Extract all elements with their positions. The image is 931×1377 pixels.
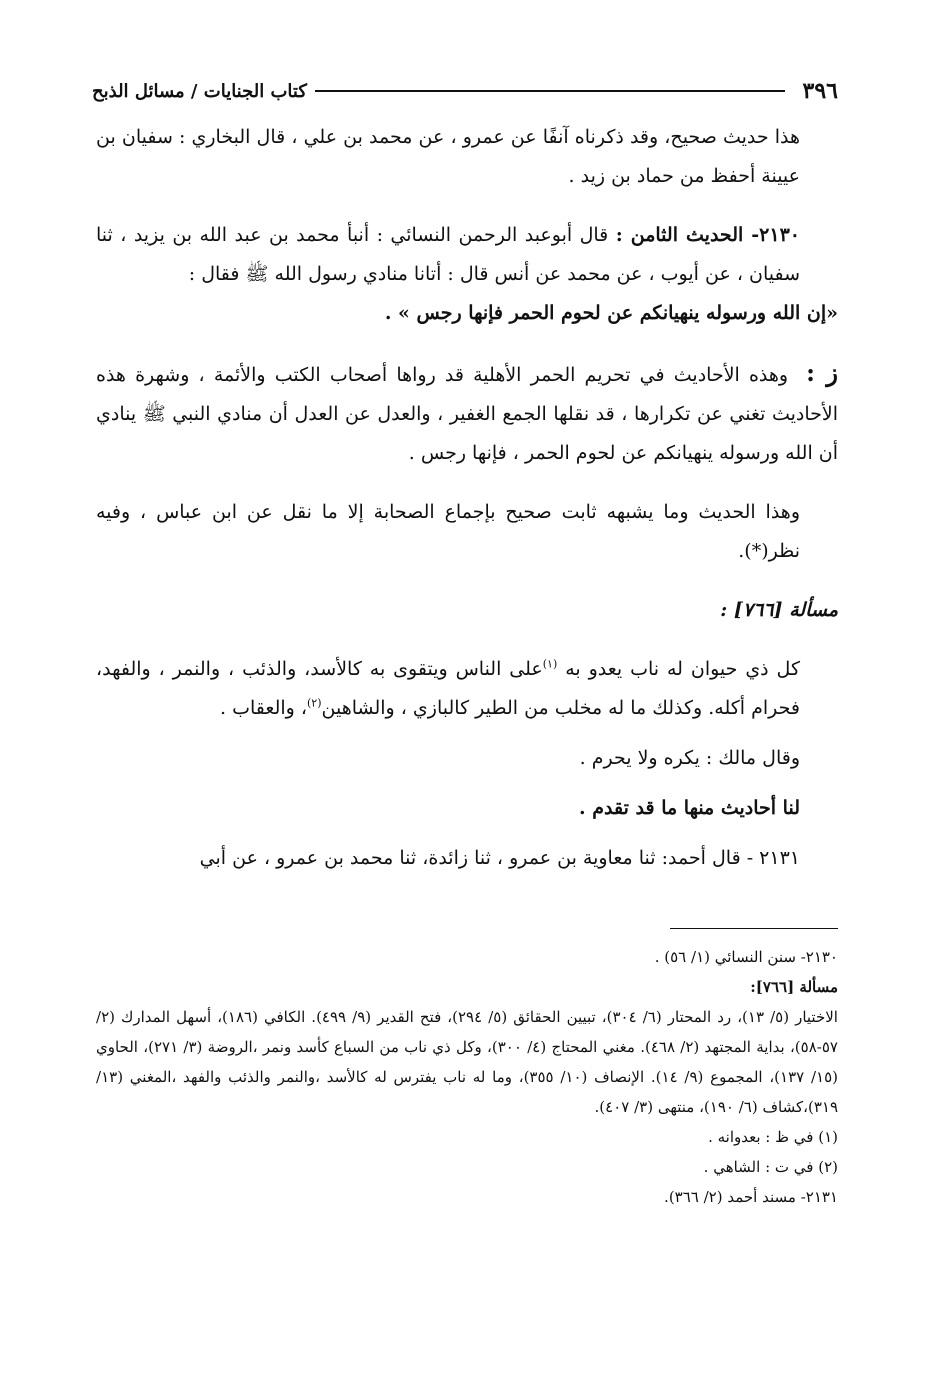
header-rule (315, 90, 785, 92)
masala-statement-a: كل ذي حيوان له ناب يعدو به (565, 658, 800, 680)
paragraph-lana: لنا أحاديث منها ما قد تقدم . (579, 797, 800, 819)
footnote-ref-1[interactable]: (١) (542, 657, 558, 671)
main-text (96, 118, 838, 878)
page-number: ٣٩٦ (802, 78, 838, 104)
hadith-2130-text: قال أبوعبد الرحمن النسائي : أنبأ محمد بن عبد الله بن يزيد ، ثنا سفيان ، عن أيوب ، عن محمد عن أنس قال : أتانا منادي رسول الله ﷺ فقال : (96, 224, 800, 285)
footnote-ref-2[interactable]: (٢) (307, 696, 322, 710)
masala-heading: مسألة [٧٦٦] : (720, 599, 838, 621)
hadith-2130-quote: «إن الله ورسوله ينهيانكم عن لحوم الحمر فإنها رجس » . (384, 302, 838, 324)
commentary-z (96, 353, 838, 473)
footnotes (96, 942, 838, 1212)
masala-statement-c: ، والعقاب . (220, 697, 307, 719)
footnote-1: (١) في ظ : بعدوانه . (708, 1128, 838, 1146)
paragraph-malik: وقال مالك : يكره ولا يحرم . (579, 747, 800, 769)
footnote-2: (٢) في ت : الشاهي . (703, 1158, 838, 1176)
hadith-2130 (96, 216, 838, 294)
masala-statement-b: على الناس ويتقوى به كالأسد، والذئب ، والنمر ، والفهد، فحرام أكله. وكذلك ما له مخلب من الطير كالبازي ، والشاهين (96, 658, 800, 719)
commentary-z-text: وهذه الأحاديث في تحريم الحمر الأهلية قد رواها أصحاب الكتب والأئمة ، وشهرة هذه الأحاديث تغني عن تكرارها ، قد نقلها الجمع الغفير ، والعدل عن العدل أن منادي النبي ﷺ ينادي أن الله ورسوله ينهيانكم عن لحوم الحمر ، فإنها رجس . (96, 364, 838, 464)
page-header (92, 74, 838, 108)
footnote-masala-refs: الاختيار (٥/ ١٣)، رد المحتار (٦/ ٣٠٤)، تبيين الحقائق (٥/ ٢٩٤)، فتح القدير (٩/ ٤٩٩). الكافي (١٨٦)، أسهل المدارك (٢/ ٥٧-٥٨)، بداية المجتهد (٢/ ٤٦٨). مغني المحتاج (٤/ ٣٠٠)، وكل ذي ناب من السباع كأسد ونمر ،الروضة (٣/ ٢٧١)، الحاوي (١٥/ ١٣٧)، المجموع (٩/ ١٤). الإنصاف (١٠/ ٣٥٥)، وما له ناب يفترس له كالأسد ،والنمر والذئب والفهد ،المغني (١٣/ ٣١٩)،كشاف (٦/ ١٩٠)، منتهى (٣/ ٤٠٧). (96, 1008, 839, 1116)
paragraph-consensus: وهذا الحديث وما يشبهه ثابت صحيح بإجماع الصحابة إلا ما نقل عن ابن عباس ، وفيه نظر(*). (96, 501, 800, 562)
masala-statement (96, 650, 838, 728)
footnote-rule (670, 928, 838, 929)
footnote-2130: ٢١٣٠- سنن النسائي (١/ ٥٦) . (654, 948, 838, 966)
footnote-2131: ٢١٣١- مسند أحمد (٢/ ٣٦٦). (664, 1188, 838, 1206)
running-title: كتاب الجنايات / مسائل الذبح (92, 80, 307, 102)
hadith-2130-lead: ٢١٣٠- الحديث الثامن : (615, 224, 800, 246)
paragraph-hadith-sahih: هذا حديث صحيح، وقد ذكرناه آنفًا عن عمرو ، عن محمد بن علي ، قال البخاري : سفيان بن عيينة أحفظ من حماد بن زيد . (96, 126, 800, 187)
commentary-z-mark: ز : (806, 358, 838, 387)
footnote-masala-label: مسألة [٧٦٦]: (750, 978, 838, 996)
hadith-2131: ٢١٣١ - قال أحمد: ثنا معاوية بن عمرو ، ثنا زائدة، ثنا محمد بن عمرو ، عن أبي (199, 847, 800, 869)
